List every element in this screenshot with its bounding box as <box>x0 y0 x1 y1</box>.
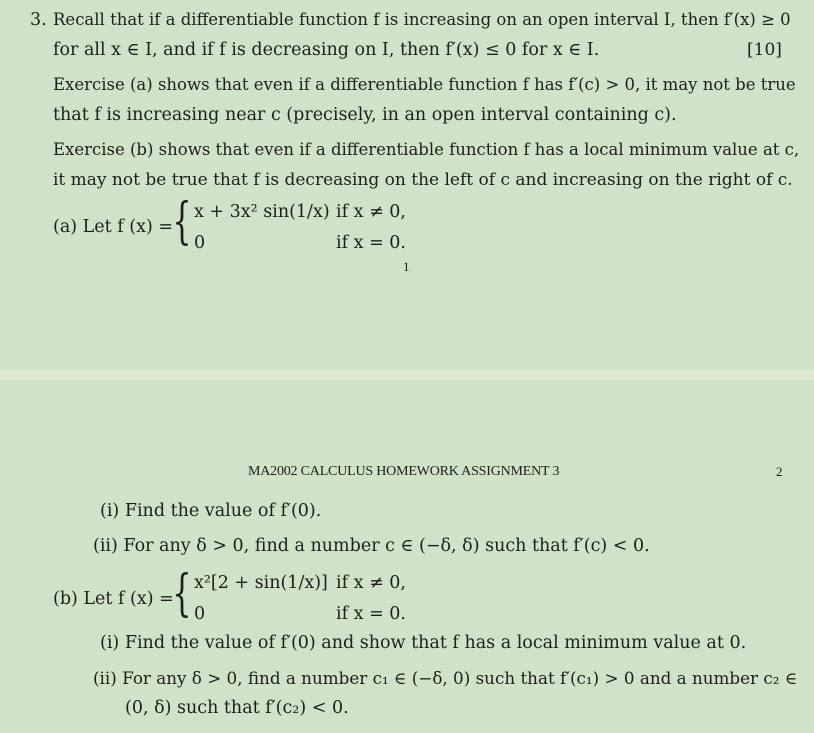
part-b-item-ii-line-1: (ii) For any δ > 0, find a number c₁ ∈ (−δ, 0) such that f′(c₁) > 0 and a number c₂ ∈ <box>93 668 798 688</box>
part-b-case2-condition: if x = 0. <box>336 604 406 624</box>
problem-intro-line-1: Recall that if a differentiable function f is increasing on an open interval I, then f′(x) ≥ 0 <box>53 10 791 29</box>
part-a-case2-expression: 0 <box>194 233 206 253</box>
part-a-case1-condition: if x ≠ 0, <box>336 202 406 222</box>
exercise-a-note-line-1: Exercise (a) shows that even if a differentiable function f has f′(c) > 0, it may not be true <box>53 75 796 94</box>
part-a-brace: { <box>172 192 192 250</box>
problem-intro-line-2: for all x ∈ I, and if f is decreasing on I, then f′(x) ≤ 0 for x ∈ I. <box>53 40 600 60</box>
part-b-brace: { <box>172 564 192 622</box>
part-b-item-i: (i) Find the value of f′(0) and show that f has a local minimum value at 0. <box>100 633 747 653</box>
page-1-number: 1 <box>403 259 410 274</box>
part-a-item-i: (i) Find the value of f′(0). <box>100 501 322 521</box>
part-b-case1-expression: x²[2 + sin(1/x)] <box>194 573 328 593</box>
part-a-case2-condition: if x = 0. <box>336 233 406 253</box>
part-a-item-ii: (ii) For any δ > 0, find a number c ∈ (−δ, δ) such that f′(c) < 0. <box>93 536 650 556</box>
part-b-item-ii-line-2: (0, δ) such that f′(c₂) < 0. <box>125 698 349 718</box>
page-2-number: 2 <box>776 464 783 479</box>
page-2-header: MA2002 CALCULUS HOMEWORK ASSIGNMENT 3 <box>248 464 560 479</box>
part-a-label: (a) Let f (x) = <box>53 217 174 237</box>
page-separator <box>0 369 814 381</box>
part-b-case2-expression: 0 <box>194 604 206 624</box>
problem-number: 3. <box>30 10 47 30</box>
exercise-a-note-line-2: that f is increasing near c (precisely, in an open interval containing c). <box>53 105 677 125</box>
exercise-b-note-line-1: Exercise (b) shows that even if a differentiable function f has a local minimum value at c, <box>53 140 800 159</box>
part-a-case1-expression: x + 3x² sin(1/x) <box>194 202 330 222</box>
exercise-b-note-line-2: it may not be true that f is decreasing on the left of c and increasing on the right of c. <box>53 170 793 190</box>
problem-points: [10] <box>747 40 782 60</box>
part-b-case1-condition: if x ≠ 0, <box>336 573 406 593</box>
part-b-label: (b) Let f (x) = <box>53 589 174 609</box>
